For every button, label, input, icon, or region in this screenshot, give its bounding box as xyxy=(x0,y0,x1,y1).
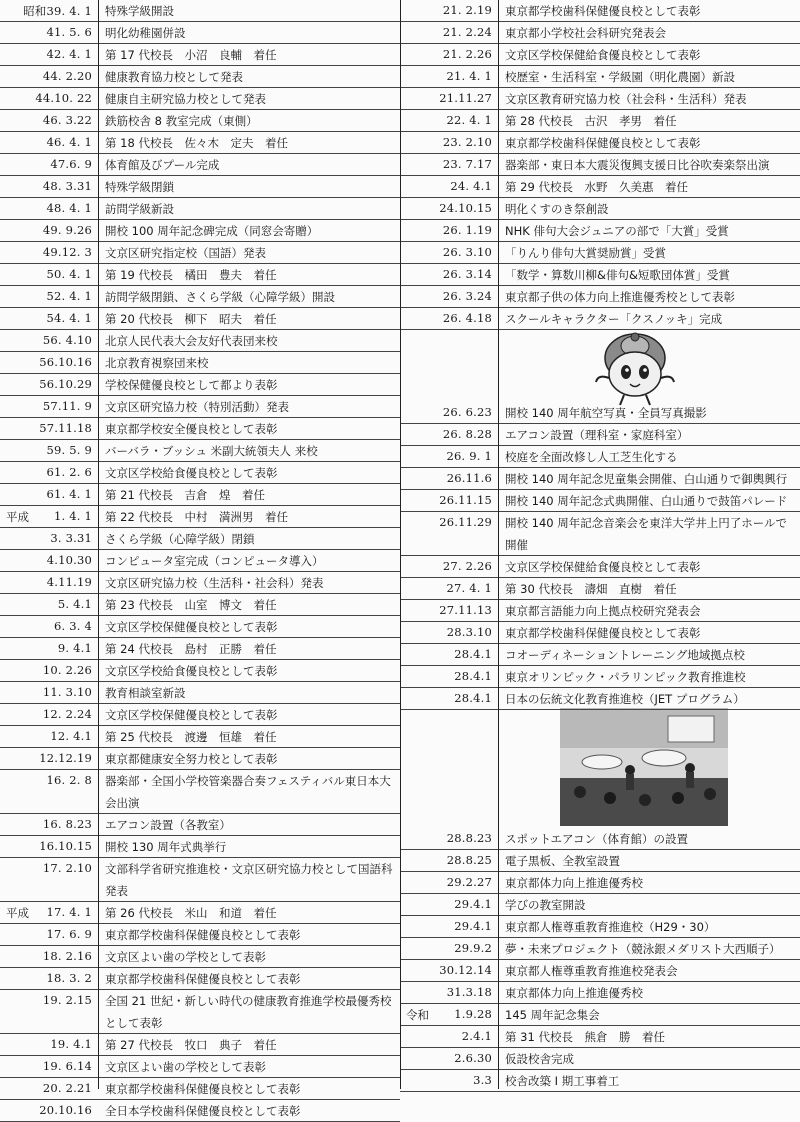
date-cell: 21. 2.19 xyxy=(442,3,492,17)
event-cell: 開校 140 周年記念音楽会を東洋大学井上円了ホールで開催 xyxy=(505,516,788,552)
event-cell: 東京都人権尊重教育推進校（H29・30） xyxy=(505,920,716,934)
date-cell: 17. 4. 1 xyxy=(46,905,92,919)
timeline-row xyxy=(0,682,400,704)
date-cell: 26. 3.24 xyxy=(442,289,492,303)
date-cell: 12.12.19 xyxy=(39,751,92,765)
timeline-row xyxy=(0,726,400,748)
column-divider xyxy=(400,0,401,1089)
timeline-row xyxy=(400,512,800,556)
timeline-row xyxy=(0,1034,400,1056)
date-cell: 26. 8.28 xyxy=(442,427,492,441)
timeline-row xyxy=(400,622,800,644)
date-cell: 24. 4.1 xyxy=(450,179,492,193)
date-cell: 41. 5. 6 xyxy=(46,25,92,39)
event-cell: 東京オリンピック・パラリンピック教育推進校 xyxy=(505,670,746,684)
event-cell: 器楽部・東日本大震災復興支援日比谷吹奏楽祭出演 xyxy=(505,158,770,172)
date-cell: 31.3.18 xyxy=(446,985,492,999)
timeline-row xyxy=(0,418,400,440)
date-event-divider xyxy=(98,0,99,1089)
event-cell: 校舎改築 I 期工事着工 xyxy=(505,1074,620,1088)
timeline-row xyxy=(0,770,400,814)
timeline-row xyxy=(400,828,800,850)
event-cell: エアコン設置（理科室・家庭科室） xyxy=(505,428,689,442)
event-cell: 開校 130 周年式典挙行 xyxy=(105,840,227,854)
date-cell: 28.4.1 xyxy=(454,691,492,705)
timeline-row xyxy=(0,154,400,176)
timeline-row xyxy=(0,88,400,110)
date-cell: 28.4.1 xyxy=(454,669,492,683)
date-cell: 26.11.29 xyxy=(439,515,492,529)
date-cell: 24.10.15 xyxy=(439,201,492,215)
era-label: 平成 xyxy=(6,510,29,524)
event-cell: 文京区研究指定校（国語）発表 xyxy=(105,246,266,260)
date-cell: 23. 7.17 xyxy=(442,157,492,171)
timeline-row xyxy=(0,264,400,286)
timeline-row xyxy=(0,286,400,308)
date-cell: 56.10.16 xyxy=(39,355,92,369)
event-cell: さくら学級（心障学級）閉鎖 xyxy=(105,532,255,546)
timeline-row xyxy=(0,858,400,902)
event-cell: 東京都健康安全努力校として表彰 xyxy=(105,752,278,766)
timeline-row xyxy=(400,0,800,22)
timeline-row xyxy=(0,748,400,770)
timeline-row xyxy=(0,594,400,616)
event-cell: 文京区学校保健給食優良校として表彰 xyxy=(505,48,701,62)
timeline-row xyxy=(0,220,400,242)
event-cell: 第 18 代校長 佐々木 定夫 着任 xyxy=(105,136,288,150)
right-column xyxy=(400,0,800,1089)
timeline-row xyxy=(0,352,400,374)
date-cell: 21. 4. 1 xyxy=(446,69,492,83)
timeline-row xyxy=(0,550,400,572)
date-cell: 9. 4.1 xyxy=(57,641,92,655)
event-cell: スポットエアコン（体育館）の設置 xyxy=(505,832,688,846)
timeline-row xyxy=(0,132,400,154)
timeline-row xyxy=(0,176,400,198)
event-cell: エアコン設置（各教室） xyxy=(105,818,231,832)
timeline-row xyxy=(0,308,400,330)
date-cell: 50. 4. 1 xyxy=(46,267,92,281)
date-cell: 12. 4.1 xyxy=(50,729,92,743)
timeline-row xyxy=(400,446,800,468)
date-cell: 26. 1.19 xyxy=(442,223,492,237)
date-cell: 4.11.19 xyxy=(46,575,92,589)
timeline-row xyxy=(400,688,800,710)
timeline-row xyxy=(0,902,400,924)
timeline-row xyxy=(400,600,800,622)
event-cell: 第 27 代校長 牧口 典子 着任 xyxy=(105,1038,277,1052)
timeline-row xyxy=(400,110,800,132)
timeline-row xyxy=(400,1004,800,1026)
event-cell: 電子黒板、全教室設置 xyxy=(505,854,620,868)
event-cell: 訪問学級新設 xyxy=(105,202,174,216)
event-cell: 東京都学校歯科保健優良校として表彰 xyxy=(105,972,301,986)
timeline-row xyxy=(0,22,400,44)
timeline-row xyxy=(0,462,400,484)
timeline-row xyxy=(400,1026,800,1048)
timeline-row xyxy=(400,960,800,982)
date-cell: 59. 5. 9 xyxy=(46,443,92,457)
timeline-row xyxy=(0,924,400,946)
event-cell: 文京区学校保健給食優良校として表彰 xyxy=(505,560,701,574)
event-cell: 文京区学校給食優良校として表彰 xyxy=(105,664,278,678)
event-cell: 第 26 代校長 米山 和道 着任 xyxy=(105,906,277,920)
date-cell: 1.9.28 xyxy=(454,1007,492,1021)
event-cell: 校歴室・生活科室・学級園（明化農園）新設 xyxy=(505,70,735,84)
timeline-row xyxy=(400,308,800,330)
date-cell: 30.12.14 xyxy=(439,963,492,977)
date-cell: 26. 3.10 xyxy=(442,245,492,259)
event-cell: 東京都学校歯科保健優良校として表彰 xyxy=(505,4,701,18)
timeline-row xyxy=(0,44,400,66)
event-cell: 東京都小学校社会科研究発表会 xyxy=(505,26,666,40)
event-cell: 学びの教室開設 xyxy=(505,898,586,912)
event-cell: 夢・未来プロジェクト（競泳銀メダリスト大西順子） xyxy=(505,942,781,956)
timeline-row xyxy=(0,396,400,418)
event-cell: コンピュータ室完成（コンピュータ導入） xyxy=(105,554,324,568)
event-cell: 体育館及びプール完成 xyxy=(105,158,220,172)
event-photo xyxy=(560,708,728,826)
date-cell: 3.3 xyxy=(473,1073,492,1087)
timeline-row xyxy=(0,528,400,550)
date-cell: 26. 3.14 xyxy=(442,267,492,281)
date-cell: 19. 4.1 xyxy=(50,1037,92,1051)
event-cell: 文京区学校給食優良校として表彰 xyxy=(105,466,278,480)
event-cell: 文京区研究協力校（生活科・社会科）発表 xyxy=(105,576,324,590)
event-cell: 145 周年記念集会 xyxy=(505,1008,600,1022)
event-cell: 東京都学校安全優良校として表彰 xyxy=(105,422,278,436)
timeline-row xyxy=(400,88,800,110)
date-cell: 29.2.27 xyxy=(446,875,492,889)
date-cell: 26. 4.18 xyxy=(442,311,492,325)
date-cell: 57.11. 9 xyxy=(42,399,92,413)
date-cell: 17. 2.10 xyxy=(42,861,92,875)
date-cell: 5. 4.1 xyxy=(57,597,92,611)
date-cell: 29.4.1 xyxy=(454,897,492,911)
event-cell: 文京区よい歯の学校として表彰 xyxy=(105,1060,266,1074)
event-cell: 東京都言語能力向上拠点校研究発表会 xyxy=(505,604,701,618)
timeline-row xyxy=(0,66,400,88)
date-cell: 21. 2.26 xyxy=(442,47,492,61)
date-cell: 18. 3. 2 xyxy=(46,971,92,985)
event-cell: 学校保健優良校として都より表彰 xyxy=(105,378,278,392)
event-cell: 教育相談室新設 xyxy=(105,686,186,700)
event-cell: 第 19 代校長 橘田 豊夫 着任 xyxy=(105,268,277,282)
date-cell: 28.8.25 xyxy=(446,853,492,867)
event-cell: 健康教育協力校として発表 xyxy=(105,70,243,84)
event-cell: 特殊学級閉鎖 xyxy=(105,180,174,194)
date-cell: 44.10. 22 xyxy=(35,91,92,105)
date-cell: 19. 6.14 xyxy=(42,1059,92,1073)
event-cell: 第 24 代校長 島村 正勝 着任 xyxy=(105,642,277,656)
date-cell: 49. 9.26 xyxy=(42,223,92,237)
date-event-divider xyxy=(498,0,499,1089)
timeline-row xyxy=(400,894,800,916)
date-cell: 10. 2.26 xyxy=(42,663,92,677)
date-cell: 26. 9. 1 xyxy=(446,449,492,463)
date-cell: 16.10.15 xyxy=(39,839,92,853)
date-cell: 44. 2.20 xyxy=(42,69,92,83)
event-cell: スクールキャラクター「クスノッキ」完成 xyxy=(505,312,723,326)
date-cell: 61. 2. 6 xyxy=(46,465,92,479)
timeline-row xyxy=(400,556,800,578)
date-cell: 48. 4. 1 xyxy=(46,201,92,215)
timeline-row xyxy=(0,572,400,594)
timeline-row xyxy=(400,982,800,1004)
date-cell: 49.12. 3 xyxy=(42,245,92,259)
timeline-row xyxy=(400,850,800,872)
date-cell: 46. 4. 1 xyxy=(46,135,92,149)
date-cell: 1. 4. 1 xyxy=(54,509,92,523)
timeline-row xyxy=(400,220,800,242)
timeline-row xyxy=(400,66,800,88)
event-cell: 第 29 代校長 水野 久美惠 着任 xyxy=(505,180,688,194)
event-cell: 東京都人権尊重教育推進校発表会 xyxy=(505,964,678,978)
timeline-row xyxy=(400,44,800,66)
timeline-row xyxy=(0,990,400,1034)
date-cell: 61. 4. 1 xyxy=(46,487,92,501)
event-cell: 第 17 代校長 小沼 良輔 着任 xyxy=(105,48,277,62)
event-cell: 明化くすのき祭創設 xyxy=(505,202,609,216)
event-cell: NHK 俳句大会ジュニアの部で「大賞」受賞 xyxy=(505,224,729,238)
date-cell: 26.11.6 xyxy=(446,471,492,485)
date-cell: 28.4.1 xyxy=(454,647,492,661)
event-cell: 開校 140 周年記念式典開催、白山通りで鼓笛パレード xyxy=(505,494,788,508)
timeline-row xyxy=(400,402,800,424)
date-cell: 21. 2.24 xyxy=(442,25,492,39)
event-cell: 文京区学校保健優良校として表彰 xyxy=(105,708,278,722)
date-cell: 16. 8.23 xyxy=(42,817,92,831)
date-cell: 2.4.1 xyxy=(461,1029,492,1043)
timeline-row xyxy=(0,374,400,396)
event-cell: 東京都学校歯科保健優良校として表彰 xyxy=(105,1082,301,1096)
event-cell: 健康自主研究協力校として発表 xyxy=(105,92,266,106)
era-label: 平成 xyxy=(6,906,29,920)
event-cell: 第 23 代校長 山室 博文 着任 xyxy=(105,598,277,612)
event-cell: 第 25 代校長 渡邊 恒雄 着任 xyxy=(105,730,277,744)
timeline-row xyxy=(400,872,800,894)
event-cell: 文部科学省研究推進校・文京区研究協力校として国語科発表 xyxy=(105,862,393,898)
date-cell: 52. 4. 1 xyxy=(46,289,92,303)
date-cell: 46. 3.22 xyxy=(42,113,92,127)
event-cell: 器楽部・全国小学校管楽器合奏フェスティバル東日本大会出演 xyxy=(105,774,391,810)
timeline-row xyxy=(400,1048,800,1070)
timeline-row xyxy=(400,916,800,938)
event-cell: 文京区学校保健優良校として表彰 xyxy=(105,620,278,634)
date-cell: 56. 4.10 xyxy=(42,333,92,347)
timeline-row xyxy=(0,660,400,682)
event-cell: 北京人民代表大会友好代表団来校 xyxy=(105,334,278,348)
timeline-row xyxy=(0,198,400,220)
timeline-row xyxy=(400,22,800,44)
timeline-row xyxy=(0,968,400,990)
event-cell: 第 30 代校長 濤畑 直樹 着任 xyxy=(505,582,677,596)
date-cell: 28.8.23 xyxy=(446,831,492,845)
timeline-row xyxy=(400,1070,800,1092)
date-cell: 48. 3.31 xyxy=(42,179,92,193)
date-cell: 27.11.13 xyxy=(439,603,492,617)
timeline-row xyxy=(400,242,800,264)
timeline-row xyxy=(400,154,800,176)
event-cell: バーバラ・ブッシュ 米副大統領夫人 来校 xyxy=(105,444,318,458)
date-cell: 18. 2.16 xyxy=(42,949,92,963)
event-cell: 東京都子供の体力向上推進優秀校として表彰 xyxy=(505,290,735,304)
era-label: 令和 xyxy=(406,1008,429,1022)
timeline-row xyxy=(400,490,800,512)
timeline-row xyxy=(400,644,800,666)
timeline-row xyxy=(0,1078,400,1100)
timeline-row xyxy=(400,132,800,154)
event-cell: 文京区教育研究協力校（社会科・生活科）発表 xyxy=(505,92,747,106)
timeline-row xyxy=(400,176,800,198)
date-cell: 17. 6. 9 xyxy=(46,927,92,941)
timeline-row xyxy=(0,242,400,264)
event-cell: 日本の伝統文化教育推進校（JET プログラム） xyxy=(505,692,745,706)
timeline-row xyxy=(400,578,800,600)
left-column xyxy=(0,0,400,1118)
date-cell: 20.10.16 xyxy=(39,1103,92,1117)
date-cell: 29.4.1 xyxy=(454,919,492,933)
date-cell: 16. 2. 8 xyxy=(46,773,92,787)
event-cell: 東京都体力向上推進優秀校 xyxy=(505,986,643,1000)
timeline-row xyxy=(400,264,800,286)
event-cell: 校庭を全面改修し人工芝生化する xyxy=(505,450,678,464)
event-cell: 訪問学級閉鎖、さくら学級（心障学級）開設 xyxy=(105,290,335,304)
timeline-row xyxy=(400,286,800,308)
date-cell: 56.10.29 xyxy=(39,377,92,391)
timeline-row xyxy=(0,330,400,352)
timeline-row xyxy=(0,946,400,968)
date-cell: 26. 6.23 xyxy=(442,405,492,419)
event-cell: 全国 21 世紀・新しい時代の健康教育推進学校最優秀校として表彰 xyxy=(105,994,392,1030)
date-cell: 6. 3. 4 xyxy=(54,619,92,633)
event-cell: 第 20 代校長 柳下 昭夫 着任 xyxy=(105,312,277,326)
date-cell: 23. 2.10 xyxy=(442,135,492,149)
date-cell: 26.11.15 xyxy=(439,493,492,507)
date-cell: 29.9.2 xyxy=(454,941,492,955)
event-cell: 東京都学校歯科保健優良校として表彰 xyxy=(505,136,701,150)
date-cell: 2.6.30 xyxy=(454,1051,492,1065)
event-cell: 第 28 代校長 古沢 孝男 着任 xyxy=(505,114,677,128)
date-cell: 19. 2.15 xyxy=(42,993,92,1007)
timeline-row xyxy=(400,424,800,446)
date-cell: 11. 3.10 xyxy=(42,685,92,699)
date-cell: 54. 4. 1 xyxy=(46,311,92,325)
date-cell: 57.11.18 xyxy=(39,421,92,435)
date-cell: 4.10.30 xyxy=(46,553,92,567)
event-cell: 北京教育視察団来校 xyxy=(105,356,209,370)
timeline-row xyxy=(0,506,400,528)
timeline-row xyxy=(400,938,800,960)
event-cell: 開校 100 周年記念碑完成（同窓会寄贈） xyxy=(105,224,319,238)
event-cell: 開校 140 周年記念児童集会開催、白山通りで御輿興行 xyxy=(505,472,788,486)
event-cell: 東京都体力向上推進優秀校 xyxy=(505,876,643,890)
event-cell: 第 31 代校長 熊倉 勝 着任 xyxy=(505,1030,665,1044)
event-cell: 文京区よい歯の学校として表彰 xyxy=(105,950,266,964)
event-cell: 明化幼稚園併設 xyxy=(105,26,186,40)
timeline-row xyxy=(0,110,400,132)
timeline-row xyxy=(0,616,400,638)
date-cell: 47.6. 9 xyxy=(50,157,92,171)
date-cell: 27. 4. 1 xyxy=(446,581,492,595)
date-cell: 20. 2.21 xyxy=(42,1081,92,1095)
timeline-row xyxy=(0,704,400,726)
date-cell: 21.11.27 xyxy=(439,91,492,105)
event-cell: コオーディネーショントレーニング地域拠点校 xyxy=(505,648,745,662)
event-cell: 全日本学校歯科保健優良校として表彰 xyxy=(105,1104,301,1118)
event-cell: 東京都学校歯科保健優良校として表彰 xyxy=(505,626,701,640)
date-cell: 22. 4. 1 xyxy=(446,113,492,127)
date-cell: 12. 2.24 xyxy=(42,707,92,721)
timeline-row xyxy=(400,468,800,490)
event-cell: 開校 140 周年航空写真・全員写真撮影 xyxy=(505,406,707,420)
event-cell: 第 22 代校長 中村 満洲男 着任 xyxy=(105,510,288,524)
event-cell: 特殊学級開設 xyxy=(105,4,174,18)
date-cell: 42. 4. 1 xyxy=(46,47,92,61)
event-cell: 「りんり俳句大賞奨励賞」受賞 xyxy=(505,246,666,260)
timeline-row xyxy=(0,814,400,836)
date-cell: 3. 3.31 xyxy=(50,531,92,545)
timeline-row xyxy=(0,638,400,660)
event-cell: 東京都学校歯科保健優良校として表彰 xyxy=(105,928,301,942)
event-cell: 「数学・算数川柳&俳句&短歌団体賞」受賞 xyxy=(505,268,730,282)
timeline-row xyxy=(0,0,400,22)
event-cell: 鉄筋校舎 8 教室完成（東側） xyxy=(105,114,258,128)
event-cell: 仮設校舎完成 xyxy=(505,1052,574,1066)
timeline-row xyxy=(0,1100,400,1122)
timeline-row xyxy=(0,484,400,506)
timeline-row xyxy=(0,440,400,462)
timeline-row xyxy=(400,666,800,688)
timeline-row xyxy=(0,1056,400,1078)
event-cell: 第 21 代校長 吉倉 煌 着任 xyxy=(105,488,265,502)
date-cell: 昭和39. 4. 1 xyxy=(23,4,92,18)
mascot-kusunokki-illustration xyxy=(590,328,680,408)
event-cell: 文京区研究協力校（特別活動）発表 xyxy=(105,400,289,414)
date-cell: 27. 2.26 xyxy=(442,559,492,573)
date-cell: 28.3.10 xyxy=(446,625,492,639)
timeline-row xyxy=(400,198,800,220)
timeline-row xyxy=(0,836,400,858)
